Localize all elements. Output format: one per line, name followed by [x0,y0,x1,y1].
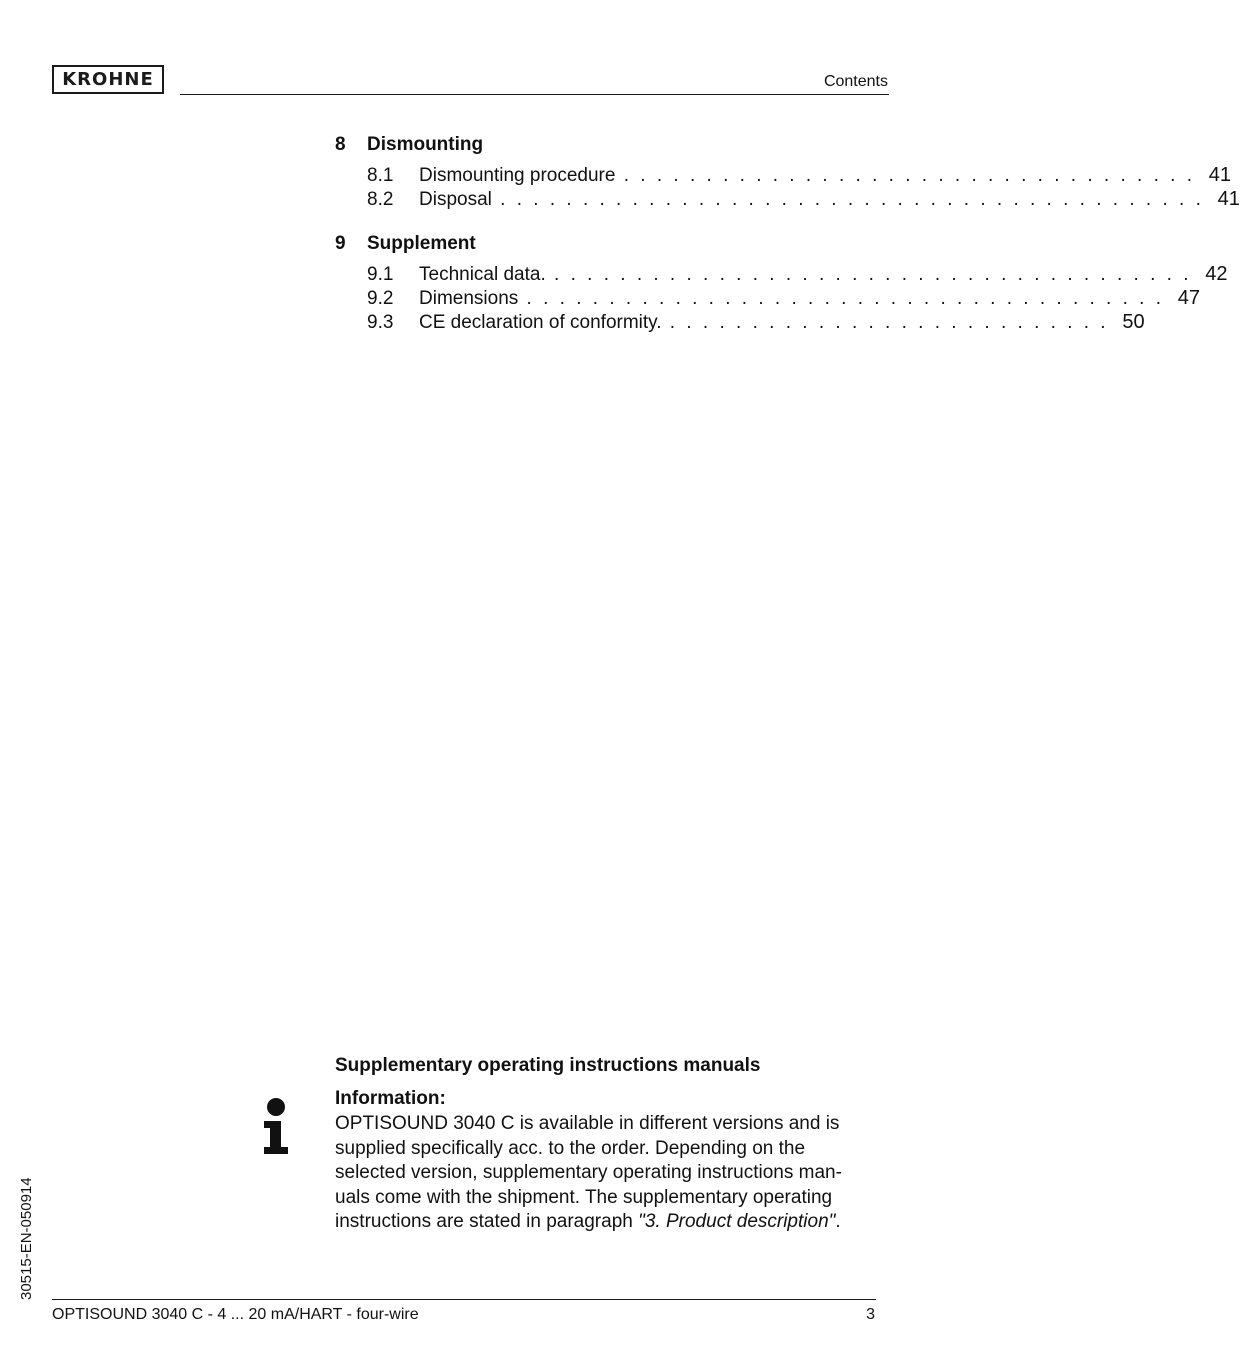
footer-document-title: OPTISOUND 3040 C - 4 ... 20 mA/HART - four-wire [52,1306,419,1323]
krohne-logo: KROHNE [52,65,164,94]
supplementary-heading: Supplementary operating instructions manuals [335,1055,761,1076]
product-description-reference[interactable]: "3. Product description" [638,1211,836,1232]
section-title: Supplement [367,233,476,254]
entry-number: 9.2 [367,288,394,309]
information-label: Information: [335,1088,446,1109]
information-line-suffix: . [835,1211,841,1232]
toc-entry-8-1[interactable] [367,164,1231,190]
entry-number: 8.2 [367,189,394,210]
dot-leader: . . . . . . . . . . . . . . . . . . . . . . . . . . . . . . . . . . . . . . . . . . . [491,189,1204,210]
entry-page: 41 [1217,188,1240,210]
dot-leader: . . . . . . . . . . . . . . . . . . . . . . . . . . . [661,312,1109,333]
entry-label: Dismounting procedure [419,165,616,186]
dot-leader: . . . . . . . . . . . . . . . . . . . . . . . . . . . . . . . . . . . [615,165,1195,186]
information-line: OPTISOUND 3040 C is available in different versions and is [335,1113,840,1134]
entry-label: Disposal [419,189,492,210]
toc-entry-9-3[interactable] [367,311,1145,337]
information-line: selected version, supplementary operating instructions man- [335,1162,842,1183]
toc-section-8[interactable] [335,134,483,156]
header-section-title: Contents [823,73,888,90]
info-icon [262,1097,290,1155]
toc-section-9[interactable] [335,233,476,255]
section-number: 8 [335,134,346,155]
section-title: Dismounting [367,134,484,155]
information-line: supplied specifically acc. to the order. Depending on the [335,1137,806,1159]
toc-entry-9-1[interactable] [367,263,1228,289]
information-line-last [335,1210,895,1235]
document-code: 30515-EN-050914 [18,1177,35,1300]
entry-number: 9.3 [367,312,394,333]
header-rule [180,94,889,95]
footer-page-number: 3 [866,1306,875,1323]
information-text [335,1112,895,1235]
entry-label: Dimensions [419,288,519,309]
dot-leader: . . . . . . . . . . . . . . . . . . . . . . . . . . . . . . . . . . . . . . . [545,264,1192,285]
toc-entry-8-2[interactable] [367,188,1240,214]
entry-page: 50 [1122,311,1145,333]
entry-number: 9.1 [367,264,394,285]
footer-rule [52,1299,876,1300]
entry-page: 42 [1205,263,1228,285]
dot-leader: . . . . . . . . . . . . . . . . . . . . . . . . . . . . . . . . . . . . . . . [518,288,1165,309]
entry-page: 47 [1177,287,1201,309]
entry-page: 41 [1208,164,1231,186]
section-number: 9 [335,233,346,254]
information-line: uals come with the shipment. The supplementary operating [335,1186,833,1208]
entry-label: CE declaration of conformity. [419,312,662,333]
information-line-prefix: instructions are stated in paragraph [335,1211,639,1232]
entry-number: 8.1 [367,165,394,186]
toc-entry-9-2[interactable] [367,287,1201,313]
entry-label: Technical data. [419,264,546,285]
